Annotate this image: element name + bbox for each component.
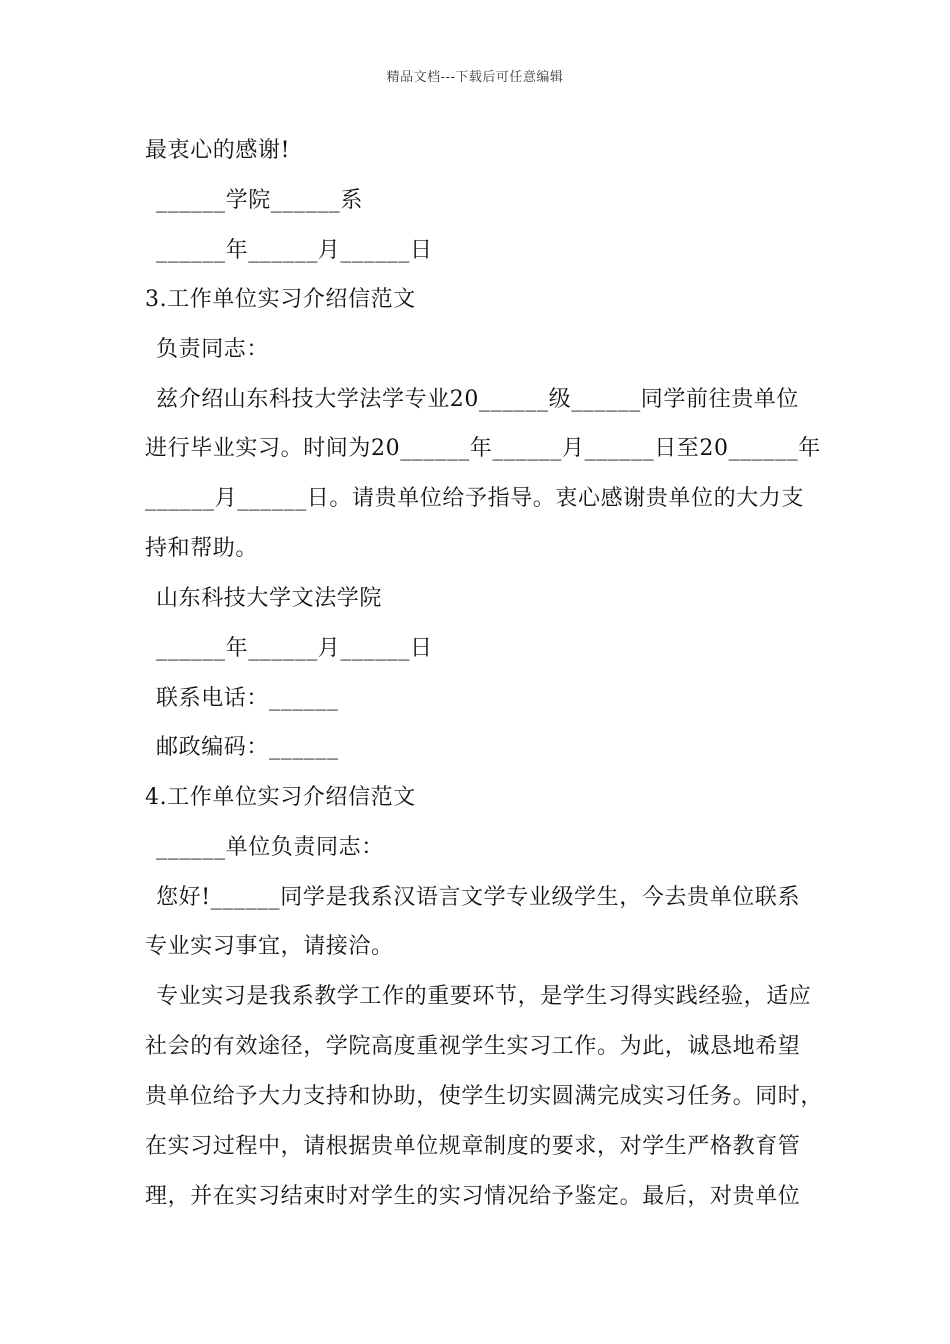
date-line: ______年______月______日 bbox=[156, 238, 433, 263]
body-line: ______月______日。请贵单位给予指导。衷心感谢贵单位的大力支 bbox=[145, 486, 805, 511]
contact-phone: 联系电话：______ bbox=[156, 686, 339, 711]
body-line: 专业实习事宜，请接洽。 bbox=[145, 934, 394, 959]
salutation: 负责同志： bbox=[156, 337, 270, 362]
body-line: 在实习过程中，请根据贵单位规章制度的要求，对学生严格教育管 bbox=[145, 1134, 801, 1159]
page-header: 精品文档---下载后可任意编辑 bbox=[386, 70, 564, 85]
closing-thanks: 最衷心的感谢! bbox=[145, 138, 291, 163]
body-line: 您好!______同学是我系汉语言文学专业级学生，今去贵单位联系 bbox=[156, 885, 801, 910]
body-line: 社会的有效途径，学院高度重视学生实习工作。为此，诚恳地希望 bbox=[145, 1034, 801, 1059]
college-department-line: ______学院______系 bbox=[156, 188, 364, 213]
body-line: 贵单位给予大力支持和协助，使学生切实圆满完成实习任务。同时， bbox=[145, 1084, 824, 1109]
salutation: ______单位负责同志： bbox=[156, 835, 384, 860]
body-line: 理，并在实习结束时对学生的实习情况给予鉴定。最后，对贵单位 bbox=[145, 1184, 801, 1209]
body-line: 进行毕业实习。时间为20______年______月______日至20______年 bbox=[145, 436, 821, 461]
section-heading-3: 3.工作单位实习介绍信范文 bbox=[145, 287, 416, 312]
section-heading-4: 4.工作单位实习介绍信范文 bbox=[145, 785, 416, 810]
body-line: 兹介绍山东科技大学法学专业20______级______同学前往贵单位 bbox=[156, 387, 799, 412]
date-line: ______年______月______日 bbox=[156, 636, 433, 661]
signature-institution: 山东科技大学文法学院 bbox=[156, 586, 383, 611]
postal-code: 邮政编码：______ bbox=[156, 735, 339, 760]
body-line: 持和帮助。 bbox=[145, 536, 259, 561]
body-line: 专业实习是我系教学工作的重要环节，是学生习得实践经验，适应 bbox=[156, 984, 812, 1009]
